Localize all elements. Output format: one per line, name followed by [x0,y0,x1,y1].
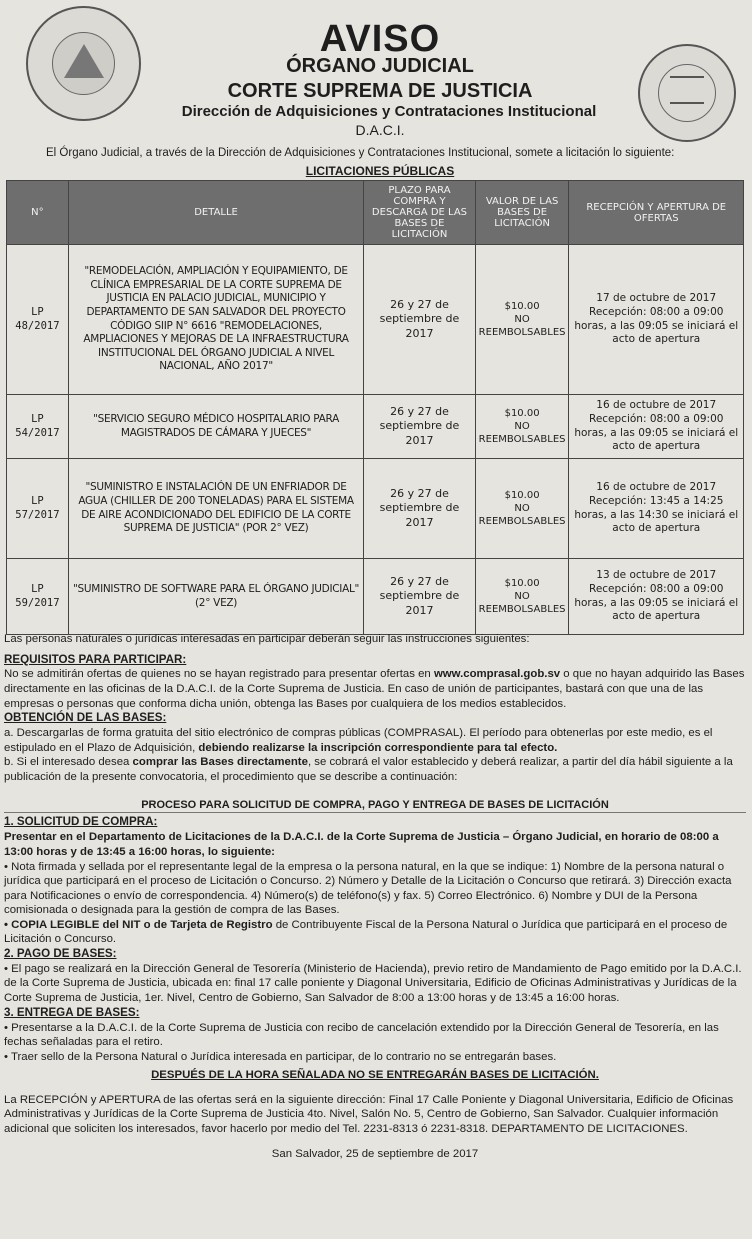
tender-reception [569,245,744,395]
step1-bullet-nit [4,918,746,947]
option-b-emphasis: comprar las Bases directamente [132,756,308,769]
tender-reception [569,559,744,635]
closing-paragraph: La RECEPCIÓN y APERTURA de las ofertas será en la siguiente dirección: Final 17 Calle Poniente y Diagonal Universitaria, Edificio de Oficinas Administrativas y Jurídicas de la Corte Suprema de Justicia 4to. Nivel, Salón No. 5, Centro de Gobierno, San Salvador. Cualquier información adicional que soliciten los interesados, favor hacerlo por medio del Tel. 2231-8313 ó 2231-8318. DEPARTAMENTO DE LICITACIONES. [4,1093,734,1136]
tender-detail: "SERVICIO SEGURO MÉDICO HOSPITALARIO PARA MAGISTRADOS DE CÁMARA Y JUECES" [68,395,363,459]
header-number: N° [7,181,69,245]
deadline-warning: DESPUÉS DE LA HORA SEÑALADA NO SE ENTREGARÁN BASES DE LICITACIÓN. [151,1069,599,1082]
step2-bullet: • El pago se realizará en la Dirección General de Tesorería (Ministerio de Hacienda), previo retiro de Mandamiento de Pago emitido por la D.A.C.I. de la Corte Suprema de Justicia, ubicada en: final 17 calle poniente y Diagonal Universitaria, Edificio de Oficinas Administrativas y Jurídicas de la Corte Suprema de Justicia, 1er. Nivel, Centro de Gobierno, San Salvador de 8:00 a 13:00 horas y de 13:45 a 16:00 horas. [4,962,742,1005]
step2-heading: 2. PAGO DE BASES: [4,947,117,961]
tender-detail: "SUMINISTRO E INSTALACIÓN DE UN ENFRIADOR DE AGUA (CHILLER DE 200 TONELADAS) PARA EL SISTEMA DE AIRE ACONDICIONADO DEL EDIFICIO DE LA CORTE SUPREMA DE JUSTICIA" (POR 2° VEZ) [68,459,363,559]
process-heading: PROCESO PARA SOLICITUD DE COMPRA, PAGO Y ENTREGA DE BASES DE LICITACIÓN [4,798,746,813]
requirements-heading: REQUISITOS PARA PARTICIPAR: [4,652,187,666]
signature-date: San Salvador, 25 de septiembre de 2017 [271,1147,479,1160]
intro-text: El Órgano Judicial, a través de la Dirección de Adquisiciones y Contrataciones Institucional, somete a licitación lo siguiente: [46,147,675,159]
option-b-lead: b. Si el interesado desea [4,756,133,769]
obtaining-option-a [4,726,746,755]
value-refundable: REEMBOLSABLES [478,327,566,338]
instructions-lead: Las personas naturales o jurídicas interesadas en participar deberán seguir las instrucciones siguientes: [4,633,530,645]
table-header-row [7,181,744,245]
table-row [7,245,744,395]
header-value: VALOR DE LAS BASES DE LICITACIÓN [475,181,569,245]
tenders-table [6,180,744,635]
tender-detail: "REMODELACIÓN, AMPLIACIÓN Y EQUIPAMIENTO, DE CLÍNICA EMPRESARIAL DE LA CORTE SUPREMA DE JUSTICIA EN PALACIO JUDICIAL, MUNICIPIO Y DEPARTAMENTO DE SAN SALVADOR DEL PROYECTO CÓDIGO SIIP N° 6616 "REMODELACIONES, AMPLIACIONES Y MEJORAS DE LA INFRAESTRUCTURA INSTITUCIONAL DEL ÓRGANO JUDICIAL A NIVEL NACIONAL, AÑO 2017" [68,245,363,395]
step3-bullet-receipt: • Presentarse a la D.A.C.I. de la Corte Suprema de Justicia con recibo de cancelación extendido por la Dirección General de Tesorería, en las fechas señaladas para el retiro. [4,1021,719,1049]
tender-value [475,559,569,635]
value-refundable: REEMBOLSABLES [478,434,566,445]
option-a-emphasis: debiendo realizarse la inscripción correspondiente para tal efecto. [198,741,558,754]
value-no: NO [514,421,530,432]
tender-deadline: 26 y 27 de septiembre de 2017 [364,459,475,559]
judicial-organ-seal [638,44,736,142]
value-refundable: REEMBOLSABLES [478,604,566,615]
step1-heading: 1. SOLICITUD DE COMPRA: [4,815,158,829]
header-detail: DETALLE [68,181,363,245]
step1-bullet-note: • Nota firmada y sellada por el representante legal de la empresa o la persona natural, en la que se indique: 1) Nombre de la persona natural o jurídica que participará en el proceso de Licitación o Concurso. 2) Número y Detalle de la Licitación o Concurso que retirará. 3) Dirección exacta para Notificaciones o envío de correspondencia. 4) Número(s) de teléfono(s) y fax. 5) Correo Electrónico. 6) Nombre y DUI de la Persona comisionada o designada para la gestión de compra de las Bases. [4,860,732,917]
tender-deadline: 26 y 27 de septiembre de 2017 [364,245,475,395]
value-amount: $10.00 [504,490,540,501]
reception-date: 16 de octubre de 2017 [596,399,717,412]
reception-detail: Recepción: 08:00 a 09:00 horas, a las 09:05 se iniciará el acto de apertura [574,412,739,453]
value-no: NO [514,591,530,602]
tender-deadline: 26 y 27 de septiembre de 2017 [364,395,475,459]
reception-date: 16 de octubre de 2017 [596,481,717,494]
step1-lead: Presentar en el Departamento de Licitaciones de la D.A.C.I. de la Corte Suprema de Justicia – Órgano Judicial, en horario de 08:00 a 13:00 horas y de 13:45 a 16:00 horas, lo siguiente: [4,831,719,858]
notice-header [4,4,746,176]
value-amount: $10.00 [504,301,540,312]
obtaining-heading: OBTENCIÓN DE LAS BASES: [4,711,167,725]
reception-detail: Recepción: 08:00 a 09:00 horas, a las 09:05 se iniciará el acto de apertura [574,582,739,623]
directorate-acronym: D.A.C.I. [355,122,405,138]
tender-value [475,245,569,395]
tender-reception [569,395,744,459]
option-a-text: del sitio electrónico de compras públicas (COMPRASAL). El período para obtenerlas por este medio, es el estipulado en el Plazo de Adquisición, [4,727,713,754]
tender-number: LP 57/2017 [7,459,69,559]
tender-deadline: 26 y 27 de septiembre de 2017 [364,559,475,635]
value-refundable: REEMBOLSABLES [478,516,566,527]
reception-detail: Recepción: 13:45 a 14:25 horas, a las 14:30 se iniciará el acto de apertura [574,494,739,535]
value-no: NO [514,503,530,514]
table-row [7,559,744,635]
header-reception: RECEPCIÓN Y APERTURA DE OFERTAS [569,181,744,245]
tender-value [475,459,569,559]
reception-detail: Recepción: 08:00 a 09:00 horas, a las 09:05 se iniciará el acto de apertura [574,305,739,346]
tender-number: LP 54/2017 [7,395,69,459]
step3-heading: 3. ENTREGA DE BASES: [4,1005,140,1019]
scales-of-justice-icon [670,76,704,104]
table-row [7,459,744,559]
value-no: NO [514,314,530,325]
requirements-text-b: o que no hayan adquirido las Bases directamente en las oficinas de la D.A.C.I. de la Corte Suprema de Justicia. En caso de unión de participantes, bastará con que una de las empresas o personas que conforma dicha unión, obtenga las Bases por cualquiera de los medios establecidos. [4,668,745,710]
tender-number: LP 59/2017 [7,559,69,635]
tender-number: LP 48/2017 [7,245,69,395]
tender-value [475,395,569,459]
value-amount: $10.00 [504,578,540,589]
value-amount: $10.00 [504,408,540,419]
requirements-text-a: No se admitirán ofertas de quienes no se hayan registrado para presentar ofertas en [4,668,434,681]
table-row [7,395,744,459]
step3-bullet-seal: • Traer sello de la Persona Natural o Jurídica interesada en participar, de lo contrario no se entregarán bases. [4,1050,557,1063]
instructions-body [4,632,746,1161]
reception-date: 13 de octubre de 2017 [596,569,717,582]
organ-name: ÓRGANO JUDICIAL [286,55,474,77]
directorate-name: Dirección de Adquisiciones y Contrataciones Institucional [181,103,597,120]
notice-title: AVISO [319,18,441,60]
court-name: CORTE SUPREMA DE JUSTICIA [227,80,533,102]
option-a-lead: a. Descargarlas de forma gratuita [4,727,174,740]
comprasal-link: www.comprasal.gob.sv [433,668,561,681]
reception-date: 17 de octubre de 2017 [596,292,717,305]
tender-detail: "SUMINISTRO DE SOFTWARE PARA EL ÓRGANO JUDICIAL" (2° VEZ) [68,559,363,635]
obtaining-option-b [4,755,746,784]
option-b-text: , se cobrará el valor establecido y deberá realizar, a partir del día hábil siguiente a la publicación de la presente convocatoria, el procedimiento que se describe a continuación: [4,756,733,783]
section-subtitle: LICITACIONES PÚBLICAS [305,164,455,178]
tender-reception [569,459,744,559]
nit-text: de Contribuyente Fiscal de la Persona Natural o Jurídica que participará en el proceso de Licitación o Concurso. [4,918,728,946]
requirements-text [4,667,746,711]
nit-emphasis: • COPIA LEGIBLE del NIT o de Tarjeta de Registro [4,918,273,931]
header-deadline: PLAZO PARA COMPRA Y DESCARGA DE LAS BASES DE LICITACIÓN [364,181,475,245]
